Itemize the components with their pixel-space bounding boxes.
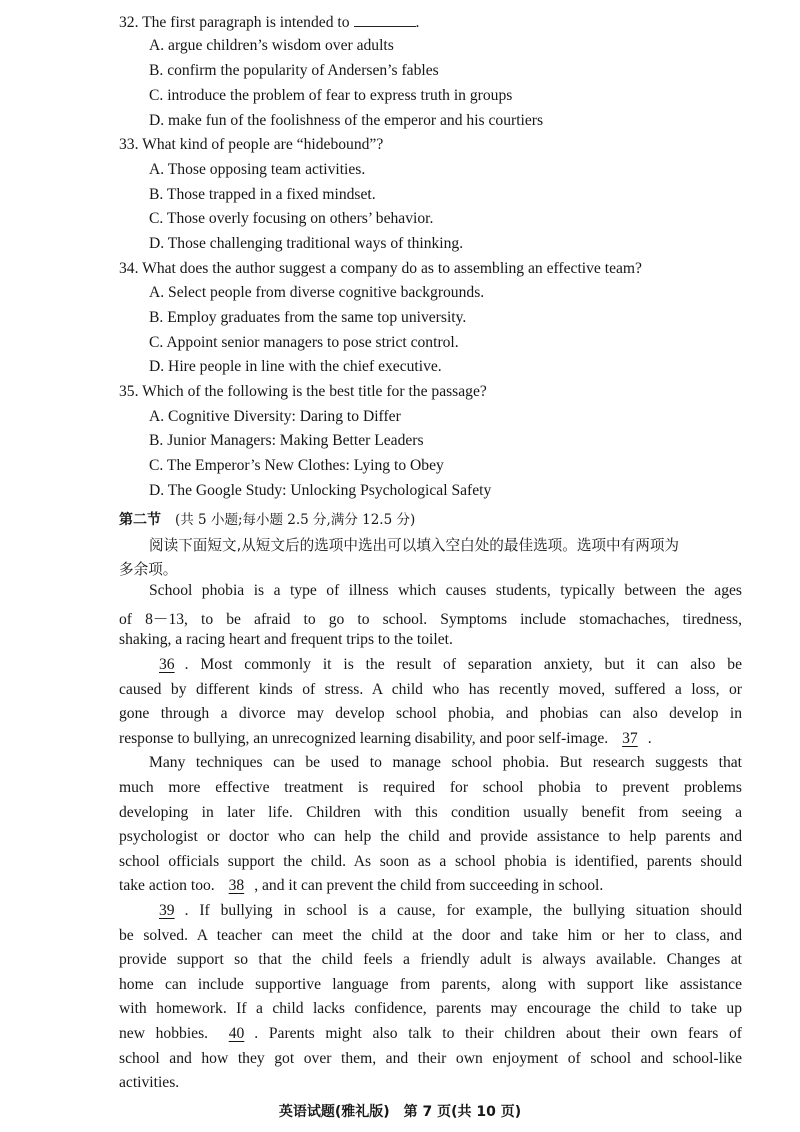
option: B. Those trapped in a fixed mindset. [149, 186, 376, 203]
section-instructions: 阅读下面短文,从短文后的选项中选出可以填入空白处的最佳选项。选项中有两项为 [149, 537, 680, 554]
question-32-text: 32. The first paragraph is intended to [119, 14, 350, 31]
option: B. Employ graduates from the same top university. [149, 309, 467, 326]
option: C. introduce the problem of fear to express truth in groups [149, 87, 513, 104]
passage-line: provide support so that the child feels a friendly adult is always available. Changes at [119, 951, 742, 968]
passage-line [119, 1025, 742, 1043]
passage-line: home can include supportive language from parents, along with support like assistance [119, 976, 742, 993]
passage-line: school and how they got over them, and their own enjoyment of school and school-like [119, 1050, 742, 1067]
option: D. The Google Study: Unlocking Psychological Safety [149, 482, 492, 499]
section-instructions-cont: 多余项。 [119, 561, 178, 578]
question-32-end: . [415, 14, 420, 31]
passage-line: psychologist or doctor who can help the child and provide assistance to help parents and [119, 828, 742, 845]
blank-38: 38 [228, 877, 245, 894]
question-35-stem: 35. Which of the following is the best title for the passage? [119, 383, 487, 400]
passage-text: response to bullying, an unrecognized learning disability, and poor self-image. [119, 730, 609, 747]
option: D. Hire people in line with the chief executive. [149, 358, 442, 375]
passage-line: activities. [119, 1074, 180, 1091]
passage-line: with homework. If a child lacks confidence, parents may encourage the child to take up [119, 1000, 742, 1017]
question-33-stem: 33. What kind of people are “hidebound”? [119, 136, 384, 153]
question-32-stem [119, 12, 419, 32]
blank-39: 39 [159, 902, 175, 919]
option: C. The Emperor’s New Clothes: Lying to Obey [149, 457, 444, 474]
passage-line: caused by different kinds of stress. A child who has recently moved, suffered a loss, or [119, 681, 742, 698]
passage-text: , and it can prevent the child from succeeding in school. [254, 877, 604, 894]
section-title: 第二节 [119, 512, 161, 528]
passage-line: Many techniques can be used to manage school phobia. But research suggests that [149, 754, 742, 771]
passage-line: developing in later life. Children with this condition usually benefit from seeing a [119, 804, 742, 821]
passage-text: . [647, 730, 652, 747]
passage-line [149, 656, 742, 674]
passage-line: much more effective treatment is required for school phobia to prevent problems [119, 779, 742, 796]
option: B. Junior Managers: Making Better Leaders [149, 432, 424, 449]
passage-line: be solved. A teacher can meet the child at the door and take him or her to class, and [119, 927, 742, 944]
option: C. Those overly focusing on others’ behavior. [149, 210, 434, 227]
passage-line: gone through a divorce may develop school phobia, and phobias can also develop in [119, 705, 742, 722]
passage-line: of 8－13, to be afraid to go to school. Symptoms include stomachaches, tiredness, [119, 611, 742, 628]
blank-36: 36 [159, 656, 175, 673]
option: D. Those challenging traditional ways of thinking. [149, 235, 464, 252]
option: C. Appoint senior managers to pose strict control. [149, 334, 459, 351]
passage-line [119, 877, 742, 895]
passage-line: school officials support the child. As soon as a school phobia is identified, parents should [119, 853, 742, 870]
passage-line: School phobia is a type of illness which causes students, typically between the ages [149, 582, 742, 599]
section-heading [119, 508, 415, 529]
blank-40: 40 [228, 1025, 245, 1042]
passage-line [119, 730, 742, 748]
passage-text: . Most commonly it is the result of separation anxiety, but it can also be [184, 656, 742, 673]
option: A. Cognitive Diversity: Daring to Differ [149, 408, 401, 425]
option: A. Those opposing team activities. [149, 161, 366, 178]
question-34-stem: 34. What does the author suggest a company do as to assembling an effective team? [119, 260, 642, 277]
passage-text: take action too. [119, 877, 215, 894]
passage-line [149, 902, 742, 920]
option: A. Select people from diverse cognitive backgrounds. [149, 284, 485, 301]
blank-37: 37 [622, 730, 638, 747]
answer-blank [354, 12, 416, 27]
option: A. argue children’s wisdom over adults [149, 37, 394, 54]
passage-text: . If bullying in school is a cause, for example, the bullying situation should [184, 902, 742, 919]
passage-text: . Parents might also talk to their children about their own fears of [254, 1025, 742, 1042]
option: D. make fun of the foolishness of the emperor and his courtiers [149, 112, 544, 129]
passage-line: shaking, a racing heart and frequent trips to the toilet. [119, 631, 453, 648]
page-footer: 英语试题(雅礼版) 第 7 页(共 10 页) [278, 1104, 522, 1120]
section-subtitle: (共 5 小题;每小题 2.5 分,满分 12.5 分) [175, 512, 416, 528]
option: B. confirm the popularity of Andersen’s fables [149, 62, 439, 79]
passage-text: new hobbies. [119, 1025, 209, 1042]
